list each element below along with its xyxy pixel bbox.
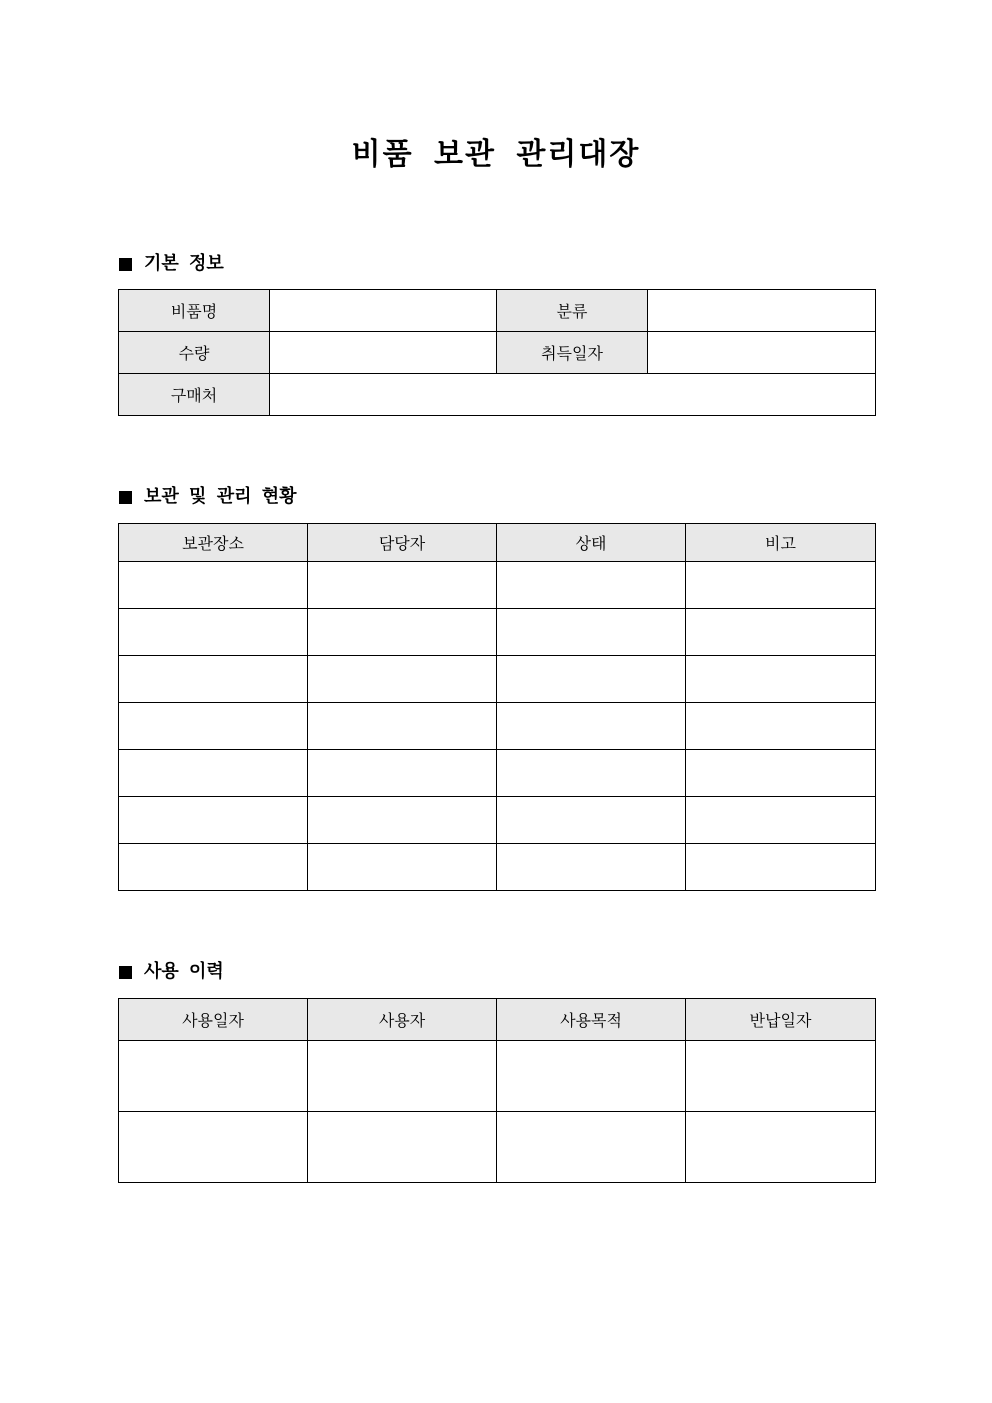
table-row <box>119 562 876 609</box>
acquisition-date-field[interactable] <box>648 332 876 374</box>
column-header-remarks: 비고 <box>686 524 876 562</box>
condition-cell[interactable] <box>497 656 686 703</box>
section-heading-status <box>119 485 297 509</box>
manager-cell[interactable] <box>308 656 497 703</box>
return-date-cell[interactable] <box>686 1041 876 1112</box>
category-field[interactable] <box>648 290 876 332</box>
storage-location-cell[interactable] <box>119 797 308 844</box>
remarks-cell[interactable] <box>686 797 876 844</box>
manager-cell[interactable] <box>308 797 497 844</box>
usage-date-cell[interactable] <box>119 1112 308 1183</box>
section-heading-basic-label: 기본 정보 <box>144 253 224 274</box>
storage-location-cell[interactable] <box>119 656 308 703</box>
column-header-usage-date: 사용일자 <box>119 999 308 1041</box>
basic-info-table <box>118 289 876 416</box>
remarks-cell[interactable] <box>686 562 876 609</box>
condition-cell[interactable] <box>497 703 686 750</box>
usage-date-cell[interactable] <box>119 1041 308 1112</box>
document-title: 비품 보관 관리대장 <box>351 137 641 172</box>
user-cell[interactable] <box>308 1112 497 1183</box>
purpose-cell[interactable] <box>497 1041 686 1112</box>
storage-location-cell[interactable] <box>119 844 308 891</box>
column-header-manager: 담당자 <box>308 524 497 562</box>
table-row <box>119 290 876 332</box>
table-row <box>119 844 876 891</box>
storage-location-cell[interactable] <box>119 562 308 609</box>
table-row <box>119 797 876 844</box>
table-row <box>119 374 876 416</box>
table-row <box>119 703 876 750</box>
condition-cell[interactable] <box>497 609 686 656</box>
square-bullet-icon <box>119 258 132 271</box>
condition-cell[interactable] <box>497 750 686 797</box>
table-row <box>119 1112 876 1183</box>
quantity-label: 수량 <box>119 332 270 374</box>
manager-cell[interactable] <box>308 562 497 609</box>
manager-cell[interactable] <box>308 609 497 656</box>
square-bullet-icon <box>119 966 132 979</box>
category-label: 분류 <box>497 290 648 332</box>
vendor-label: 구매처 <box>119 374 270 416</box>
column-header-storage-location: 보관장소 <box>119 524 308 562</box>
table-header-row <box>119 999 876 1041</box>
status-table <box>118 523 876 891</box>
table-row <box>119 609 876 656</box>
section-heading-usage <box>119 960 224 984</box>
column-header-condition: 상태 <box>497 524 686 562</box>
table-row <box>119 656 876 703</box>
item-name-field[interactable] <box>270 290 497 332</box>
section-heading-status-label: 보관 및 관리 현황 <box>144 486 297 507</box>
storage-location-cell[interactable] <box>119 750 308 797</box>
table-row <box>119 1041 876 1112</box>
remarks-cell[interactable] <box>686 750 876 797</box>
user-cell[interactable] <box>308 1041 497 1112</box>
square-bullet-icon <box>119 491 132 504</box>
table-row <box>119 332 876 374</box>
storage-location-cell[interactable] <box>119 703 308 750</box>
condition-cell[interactable] <box>497 797 686 844</box>
item-name-label: 비품명 <box>119 290 270 332</box>
storage-location-cell[interactable] <box>119 609 308 656</box>
manager-cell[interactable] <box>308 703 497 750</box>
condition-cell[interactable] <box>497 844 686 891</box>
condition-cell[interactable] <box>497 562 686 609</box>
vendor-field[interactable] <box>270 374 876 416</box>
manager-cell[interactable] <box>308 844 497 891</box>
remarks-cell[interactable] <box>686 656 876 703</box>
remarks-cell[interactable] <box>686 609 876 656</box>
quantity-field[interactable] <box>270 332 497 374</box>
manager-cell[interactable] <box>308 750 497 797</box>
column-header-user: 사용자 <box>308 999 497 1041</box>
return-date-cell[interactable] <box>686 1112 876 1183</box>
usage-history-table <box>118 998 876 1183</box>
section-heading-basic <box>119 252 224 276</box>
section-heading-usage-label: 사용 이력 <box>144 961 224 982</box>
remarks-cell[interactable] <box>686 844 876 891</box>
acquisition-date-label: 취득일자 <box>497 332 648 374</box>
column-header-return-date: 반납일자 <box>686 999 876 1041</box>
table-header-row <box>119 524 876 562</box>
remarks-cell[interactable] <box>686 703 876 750</box>
column-header-purpose: 사용목적 <box>497 999 686 1041</box>
purpose-cell[interactable] <box>497 1112 686 1183</box>
table-row <box>119 750 876 797</box>
